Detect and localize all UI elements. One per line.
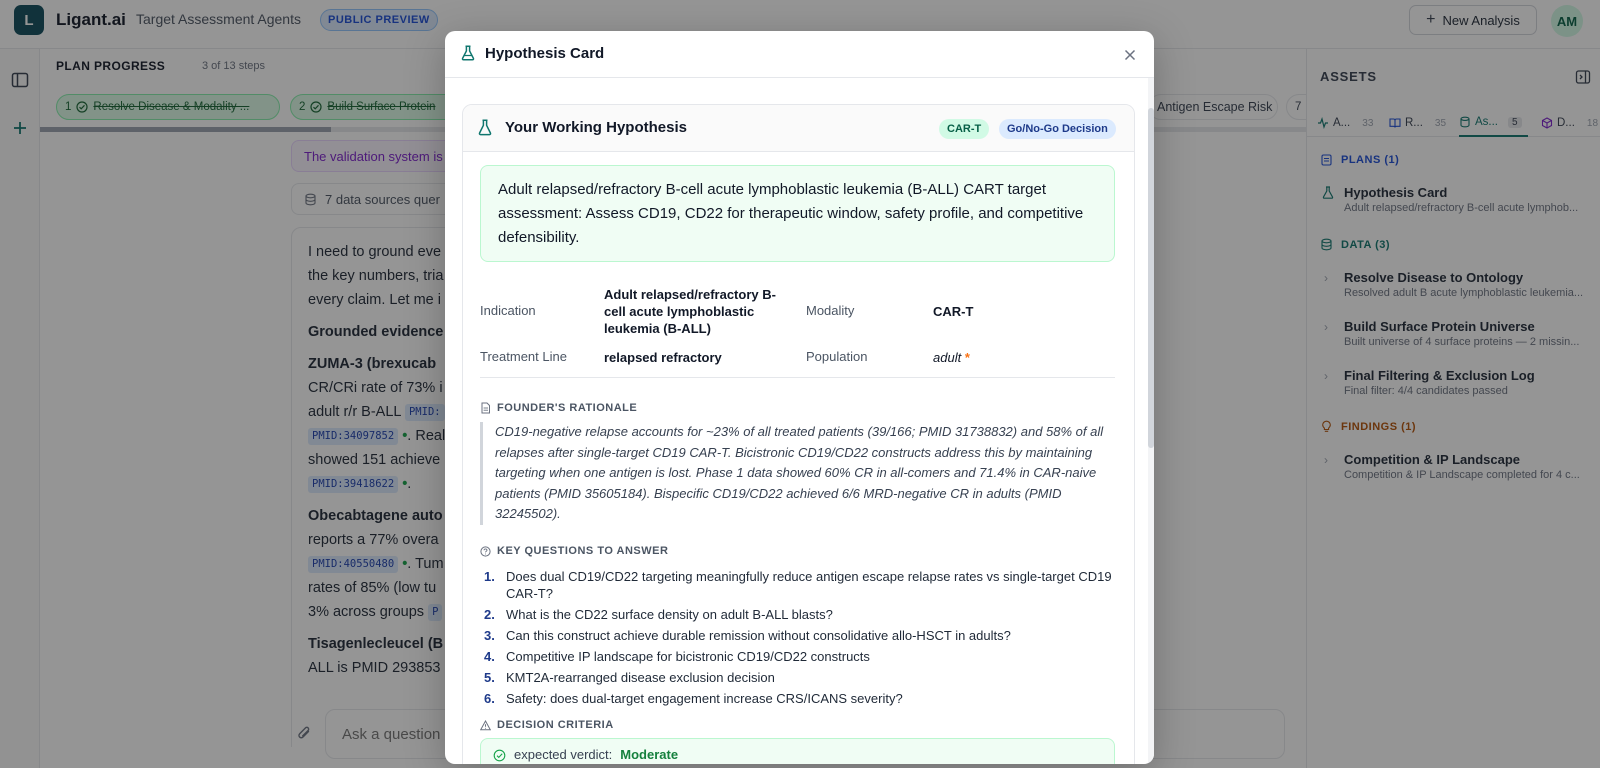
dialog-header	[445, 31, 1154, 78]
asset-name: Final Filtering & Exclusion Log	[1344, 368, 1535, 383]
asset-name: Competition & IP Landscape	[1344, 452, 1521, 467]
tab-count: 35	[1434, 117, 1447, 129]
tab-count: 5	[1508, 117, 1522, 128]
plan-progress-title: PLAN PROGRESS	[56, 59, 166, 73]
tab-label: A...	[1333, 117, 1351, 129]
asset-desc: Adult relapsed/refractory B-cell acute lymphob...	[1344, 202, 1579, 214]
chevron-right-icon: ›	[1324, 271, 1328, 285]
verified-dot: •	[402, 428, 408, 444]
modality-tag: CAR-T	[939, 119, 989, 139]
tab-count: 33	[1362, 117, 1374, 129]
modality-value: CAR-T	[933, 304, 974, 319]
assets-title: ASSETS	[1320, 69, 1377, 84]
pmid-citation[interactable]: PMID:39418622	[308, 476, 398, 493]
hypothesis-card-dialog	[445, 31, 1154, 764]
flask-icon	[478, 119, 492, 136]
question-item: 1. Does dual CD19/CD22 targeting meaningfully reduce antigen escape relapse rates vs single-target CD19 CAR-T?	[484, 569, 1112, 601]
flask-icon	[461, 45, 475, 61]
question-item: 6. Safety: does dual-target engagement increase CRS/ICANS severity?	[484, 691, 903, 706]
indication-label: Indication	[480, 303, 536, 318]
population-flag: *	[964, 350, 970, 365]
pmid-citation[interactable]: PMID:40550480	[308, 556, 398, 573]
question-item: 3. Can this construct achieve durable remission without consolidative allo-HSCT in adults?	[484, 628, 1011, 643]
brand-name: Ligant.ai	[56, 10, 126, 29]
tab-label: D...	[1557, 117, 1575, 129]
message-text: 3% across groups	[308, 604, 425, 620]
step-number: 1	[65, 101, 72, 113]
verified-dot: •	[402, 476, 408, 492]
question-text: Does dual CD19/CD22 targeting meaningfully reduce antigen escape relapse rates vs single-target CD19 CAR-T?	[506, 569, 1112, 601]
verdict-prefix: expected verdict:	[514, 747, 613, 762]
population-value	[933, 349, 970, 366]
asset-desc: Built universe of 4 surface proteins — 2 missin...	[1344, 336, 1580, 348]
tab-label: As...	[1475, 116, 1499, 128]
message-subheading: Obecabtagene auto	[308, 508, 443, 524]
population-label: Population	[806, 349, 868, 364]
validation-notice: The validation system is	[291, 140, 691, 172]
asset-desc: Resolved adult B acute lymphoblastic leukemia...	[1344, 287, 1584, 299]
warning-triangle-icon	[480, 720, 491, 731]
pmid-citation[interactable]: PMID:34097852	[308, 428, 398, 445]
step-number: 7	[1295, 101, 1302, 113]
step-label: Antigen Escape Risk	[1157, 100, 1273, 114]
verified-dot: •	[402, 556, 408, 572]
divider	[480, 377, 1115, 378]
new-analysis-label: New Analysis	[1442, 12, 1520, 28]
asset-desc: Final filter: 4/4 candidates passed	[1344, 385, 1508, 397]
message-text: . Tum	[407, 556, 444, 572]
treatment-line-label: Treatment Line	[480, 349, 567, 364]
expected-verdict	[480, 738, 1115, 764]
step-label: Build Surface Protein	[327, 101, 436, 113]
plan-step-count: 3 of 13 steps	[202, 60, 265, 72]
check-circle-icon	[493, 749, 506, 762]
message-text: . Real	[407, 428, 446, 444]
working-hypothesis-card	[462, 104, 1135, 764]
treatment-line-value: relapsed refractory	[604, 350, 722, 365]
close-button[interactable]	[1119, 44, 1141, 66]
message-text: reports a 77% overa	[308, 532, 439, 548]
asset-name: Build Surface Protein Universe	[1344, 319, 1535, 334]
message-text: showed 151 achieve	[308, 452, 441, 468]
sources-label: 7 data sources quer	[325, 191, 440, 207]
questions-label-text: KEY QUESTIONS TO ANSWER	[497, 545, 669, 557]
data-section-label: DATA (3)	[1341, 238, 1391, 251]
hypothesis-card-title: Your Working Hypothesis	[505, 119, 687, 136]
question-item: 2. What is the CD22 surface density on adult B-ALL blasts?	[484, 607, 833, 622]
question-circle-icon	[480, 546, 491, 557]
chevron-right-icon: ›	[1324, 453, 1328, 467]
chevron-right-icon: ›	[1324, 369, 1328, 383]
questions-section-label	[480, 545, 668, 557]
message-text: ALL is PMID 293853	[308, 660, 441, 676]
message-text: I need to ground eve	[308, 244, 442, 260]
plans-section-label: PLANS (1)	[1341, 153, 1400, 166]
asset-desc: Competition & IP Landscape completed for 4 c...	[1344, 469, 1580, 481]
question-item: 4. Competitive IP landscape for bicistronic CD19/CD22 constructs	[484, 649, 870, 664]
message-heading: Grounded evidence	[308, 324, 444, 340]
app-logo[interactable]: L	[14, 5, 44, 35]
question-text: Can this construct achieve durable remission without consolidative allo-HSCT in adults?	[506, 628, 1011, 643]
population-text: adult	[933, 350, 962, 365]
rationale-label-text: FOUNDER'S RATIONALE	[497, 402, 638, 414]
key-questions-list	[484, 568, 1114, 711]
message-subheading: Tisagenlecleucel (B	[308, 636, 444, 652]
message-text: CR/CRi rate of 73% i	[308, 380, 443, 396]
criteria-label-text: DECISION CRITERIA	[497, 719, 614, 731]
rationale-section-label	[480, 402, 637, 414]
indication-value: Adult relapsed/refractory B-cell acute lymphoblastic leukemia (B-ALL)	[604, 287, 776, 336]
question-text: What is the CD22 surface density on adult B-ALL blasts?	[506, 607, 833, 622]
modality-label: Modality	[806, 303, 855, 318]
public-preview-badge: PUBLIC PREVIEW	[320, 9, 438, 31]
asset-name: Hypothesis Card	[1344, 185, 1448, 200]
criteria-section-label	[480, 719, 614, 731]
founders-rationale: CD19-negative relapse accounts for ~23% of all treated patients (39/166; PMID 31738832) and 58% of all relapses after single-target CD19 CAR-T. Bicistronic CD19/CD22 constructs address this by maintaining targeting when one antigen is lost. Phase 1 data showed 60% CR in all-comers and 71.4% in CAR-naive patients (PMID 35605184). Bispecific CD19/CD22 achieved 6/6 MRD-negative CR in adults (PMID 32245502).	[480, 422, 1115, 525]
question-text: Competitive IP landscape for bicistronic CD19/CD22 constructs	[506, 649, 870, 664]
close-icon	[1124, 49, 1136, 61]
hypothesis-card-header	[463, 105, 1134, 152]
plus-icon: +	[1426, 11, 1436, 28]
step-label: Resolve Disease & Modality ...	[93, 101, 250, 113]
question-text: KMT2A-rearranged disease exclusion decision	[506, 670, 775, 685]
app-title: Target Assessment Agents	[136, 11, 301, 27]
question-item: 5. KMT2A-rearranged disease exclusion decision	[484, 670, 775, 685]
message-text: adult r/r B-ALL	[308, 404, 401, 420]
asset-name: Resolve Disease to Ontology	[1344, 270, 1524, 285]
message-text: every claim. Let me i	[308, 292, 441, 308]
message-subheading: ZUMA-3 (brexucab	[308, 356, 437, 372]
verdict-value: Moderate	[620, 747, 679, 762]
tab-count: 18	[1586, 117, 1599, 129]
document-icon	[480, 402, 491, 414]
pmid-citation[interactable]: P	[428, 604, 442, 621]
dialog-title: Hypothesis Card	[485, 45, 605, 62]
chevron-right-icon: ›	[1324, 320, 1328, 334]
hypothesis-statement: Adult relapsed/refractory B-cell acute lymphoblastic leukemia (B-ALL) CART target assessment: Assess CD19, CD22 for therapeutic window, safety profile, and competitive defensibility.	[480, 165, 1115, 262]
user-avatar[interactable]: AM	[1551, 5, 1583, 37]
assistant-message: I need to ground eve the key numbers, tria every claim. Let me i Grounded evidence ZUMA-3 (brexucab CR/CRi rate of 73% i adult r/r B-ALL PMID: PMID:34097852 •. Real showed 151 achieve PMID:39418622 •. Obecabtagene auto reports a 77% overa PMID:40550480 •. Tum rates of 85% (low tu 3% across groups P Tisagenlecleucel (B ALL is PMID 293853	[291, 227, 731, 747]
findings-section-label: FINDINGS (1)	[1341, 420, 1417, 433]
message-text: the key numbers, tria	[308, 268, 444, 284]
question-text: Safety: does dual-target engagement increase CRS/ICANS severity?	[506, 691, 903, 706]
step-number: 2	[299, 101, 306, 113]
pmid-citation[interactable]: PMID:	[405, 404, 445, 421]
message-text: rates of 85% (low tu	[308, 580, 437, 596]
dialog-scrollbar[interactable]	[1148, 78, 1154, 764]
decision-tag: Go/No-Go Decision	[999, 119, 1116, 139]
tab-label: R...	[1405, 117, 1423, 129]
scrollbar-thumb[interactable]	[1148, 108, 1154, 448]
